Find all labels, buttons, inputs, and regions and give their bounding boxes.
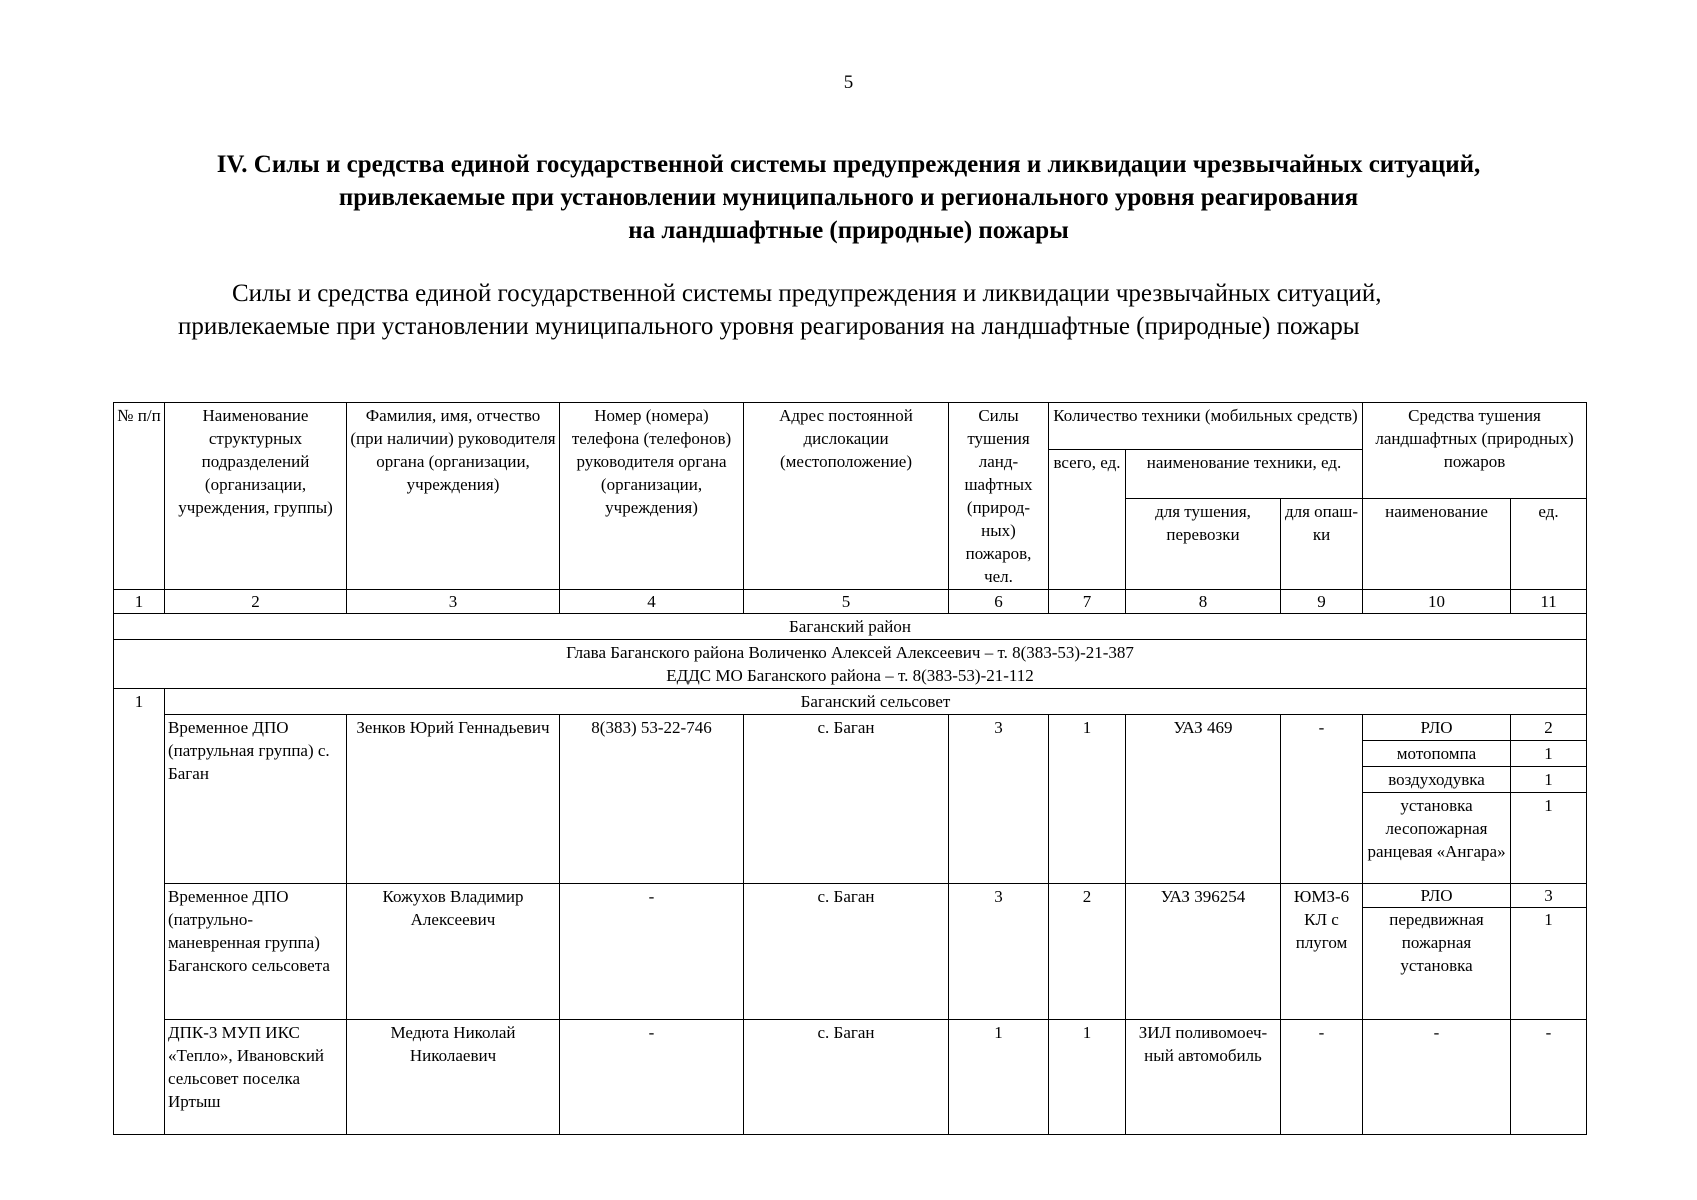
means-name-cell: РЛО bbox=[1363, 884, 1510, 908]
address-cell: с. Баган bbox=[744, 1020, 949, 1135]
header-means: Средства тушения ландшафтных (природных) пожаров bbox=[1363, 403, 1587, 499]
vehicle-cell: УАЗ 469 bbox=[1126, 715, 1281, 884]
district-contacts-row bbox=[114, 640, 1587, 689]
plow-cell: - bbox=[1281, 1020, 1363, 1135]
means-cell bbox=[1363, 884, 1511, 1020]
phone-cell: - bbox=[560, 884, 744, 1020]
table-row bbox=[114, 1020, 1587, 1135]
address-cell: с. Баган bbox=[744, 715, 949, 884]
column-numbers-row bbox=[114, 590, 1587, 614]
total-cell: 2 bbox=[1049, 884, 1126, 1020]
header-num: № п/п bbox=[114, 403, 165, 590]
column-number: 11 bbox=[1511, 590, 1587, 614]
head-cell: Кожухов Владимир Алексеевич bbox=[347, 884, 560, 1020]
means-qty-cell: 1 bbox=[1511, 793, 1587, 884]
column-number: 1 bbox=[114, 590, 165, 614]
means-qty-cell: 1 bbox=[1511, 741, 1587, 767]
phone-cell: 8(383) 53-22-746 bbox=[560, 715, 744, 884]
header-means-name: наименование bbox=[1363, 499, 1511, 590]
table-row bbox=[114, 715, 1587, 741]
column-number: 10 bbox=[1363, 590, 1511, 614]
edds-contact: ЕДДС МО Баганского района – т. 8(383-53)-21-112 bbox=[666, 666, 1034, 685]
header-plow: для опаш-ки bbox=[1281, 499, 1363, 590]
means-name-cell: мотопомпа bbox=[1363, 741, 1511, 767]
header-extinguish: для тушения, перевозки bbox=[1126, 499, 1281, 590]
section-heading bbox=[0, 148, 1697, 247]
column-number: 3 bbox=[347, 590, 560, 614]
heading-line-2: привлекаемые при установлении муниципального и регионального уровня реагирования bbox=[338, 184, 1359, 211]
district-row: Баганский район bbox=[114, 614, 1587, 640]
unit-cell: ДПК-3 МУП ИКС «Тепло», Ивановский сельсовет поселка Иртыш bbox=[165, 1020, 347, 1135]
header-total: всего, ед. bbox=[1049, 450, 1126, 590]
page-number: 5 bbox=[843, 72, 854, 93]
column-number: 7 bbox=[1049, 590, 1126, 614]
means-qty-cell: 3 bbox=[1511, 884, 1586, 908]
heading-line-3: на ландшафтные (природные) пожары bbox=[628, 217, 1069, 244]
header-forces: Силы тушения ланд-шафтных (природ-ных) пожаров, чел. bbox=[949, 403, 1049, 590]
means-name-cell: установка лесопожарная ранцевая «Ангара» bbox=[1363, 793, 1511, 884]
header-vehicle-names: наименование техники, ед. bbox=[1126, 450, 1363, 499]
vehicle-cell: ЗИЛ поливомоеч-ный автомобиль bbox=[1126, 1020, 1281, 1135]
header-vehicles: Количество техники (мобильных средств) bbox=[1049, 403, 1363, 450]
means-name-cell: передвижная пожарная установка bbox=[1389, 910, 1484, 975]
column-number: 4 bbox=[560, 590, 744, 614]
means-name-cell: РЛО bbox=[1363, 715, 1511, 741]
header-means-qty: ед. bbox=[1511, 499, 1587, 590]
means-qty-cell: 1 bbox=[1511, 767, 1587, 793]
means-qty-cell-group bbox=[1511, 884, 1587, 1020]
head-cell: Зенков Юрий Геннадьевич bbox=[347, 715, 560, 884]
header-head: Фамилия, имя, отчество (при наличии) руководителя органа (организации, учреждения) bbox=[347, 403, 560, 590]
head-cell: Медюта Николай Николаевич bbox=[347, 1020, 560, 1135]
address-cell: с. Баган bbox=[744, 884, 949, 1020]
forces-cell: 3 bbox=[949, 884, 1049, 1020]
section-name: Баганский сельсовет bbox=[165, 689, 1587, 715]
column-number: 5 bbox=[744, 590, 949, 614]
unit-cell: Временное ДПО (патрульная группа) с. Баган bbox=[165, 715, 347, 884]
means-name-cell: воздуходувка bbox=[1363, 767, 1511, 793]
forces-cell: 3 bbox=[949, 715, 1049, 884]
vehicle-cell: УАЗ 396254 bbox=[1126, 884, 1281, 1020]
means-qty-cell: 1 bbox=[1544, 910, 1553, 929]
header-address: Адрес постоянной дислокации (местоположение) bbox=[744, 403, 949, 590]
subheading-line-2: привлекаемые при установлении муниципального уровня реагирования на ландшафтные (природные) пожары bbox=[178, 313, 1360, 340]
forces-table bbox=[113, 402, 1587, 1135]
forces-cell: 1 bbox=[949, 1020, 1049, 1135]
section-number: 1 bbox=[114, 689, 165, 1135]
plow-cell: - bbox=[1281, 715, 1363, 884]
header-phone: Номер (номера) телефона (телефонов) руководителя органа (организации, учреждения) bbox=[560, 403, 744, 590]
unit-cell: Временное ДПО (патрульно-маневренная группа) Баганского сельсовета bbox=[165, 884, 347, 1020]
column-number: 9 bbox=[1281, 590, 1363, 614]
means-qty-cell: 2 bbox=[1511, 715, 1587, 741]
column-number: 6 bbox=[949, 590, 1049, 614]
district-head: Глава Баганского района Воличенко Алексей Алексеевич – т. 8(383-53)-21-387 bbox=[566, 643, 1134, 662]
column-number: 2 bbox=[165, 590, 347, 614]
header-unit: Наименование структурных подразделений (организации, учреждения, группы) bbox=[165, 403, 347, 590]
means-qty-cell: - bbox=[1511, 1020, 1587, 1135]
table-row bbox=[114, 884, 1587, 1020]
phone-cell: - bbox=[560, 1020, 744, 1135]
total-cell: 1 bbox=[1049, 1020, 1126, 1135]
plow-cell: ЮМЗ-6 КЛ с плугом bbox=[1281, 884, 1363, 1020]
subheading-line-1: Силы и средства единой государственной системы предупреждения и ликвидации чрезвычайных ситуаций, bbox=[232, 280, 1382, 307]
subheading bbox=[178, 277, 1538, 343]
column-number: 8 bbox=[1126, 590, 1281, 614]
means-name-cell: - bbox=[1363, 1020, 1511, 1135]
total-cell: 1 bbox=[1049, 715, 1126, 884]
heading-line-1: IV. Силы и средства единой государственной системы предупреждения и ликвидации чрезвычайных ситуаций, bbox=[216, 151, 1481, 178]
